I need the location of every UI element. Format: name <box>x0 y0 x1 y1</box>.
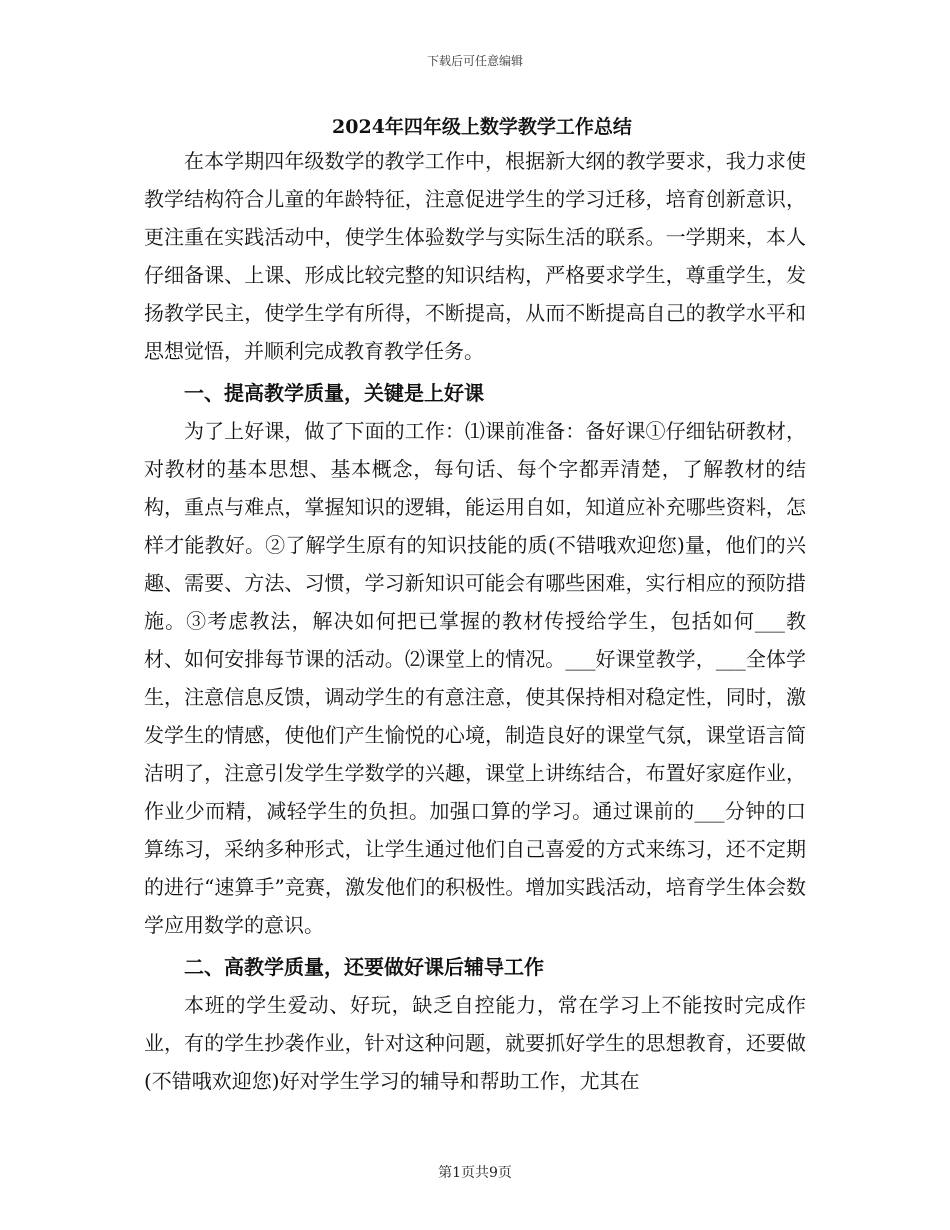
paragraph-intro: 在本学期四年级数学的教学工作中，根据新大纲的教学要求，我力求使教学结构符合儿童的年龄特征，注意促进学生的学习迁移，培育创新意识，更注重在实践活动中，使学生体验数学与实际生活的联系。一学期来，本人仔细备课、上课、形成比较完整的知识结构，严格要求学生，尊重学生，发扬教学民主，使学生学有所得，不断提高，从而不断提高自己的教学水平和思想觉悟，并顺利完成教育教学任务。 <box>144 149 806 363</box>
document-body <box>144 112 806 1100</box>
page-number: 第1页共9页 <box>438 1165 512 1181</box>
section-heading-1: 一、提高教学质量，关键是上好课 <box>184 381 484 405</box>
paragraph-section-2: 本班的学生爱动、好玩，缺乏自控能力，常在学习上不能按时完成作业，有的学生抄袭作业，针对这种问题，就要抓好学生的思想教育，还要做(不错哦欢迎您)好对学生学习的辅导和帮助工作，尤其在 <box>144 993 806 1093</box>
paragraph-section-1: 为了上好课，做了下面的工作：⑴课前准备：备好课①仔细钻研教材，对教材的基本思想、基本概念，每句话、每个字都弄清楚，了解教材的结构，重点与难点，掌握知识的逻辑，能运用自如，知道应补充哪些资料，怎样才能教好。②了解学生原有的知识技能的质(不错哦欢迎您)量，他们的兴趣、需要、方法、习惯，学习新知识可能会有哪些困难，实行相应的预防措施。③考虑教法，解决如何把已掌握的教材传授给学生，包括如何___教材、如何安排每节课的活动。⑵课堂上的情况。___好课堂教学，___全体学生，注意信息反馈，调动学生的有意注意，使其保持相对稳定性，同时，激发学生的情感，使他们产生愉悦的心境，制造良好的课堂气氛，课堂语言简洁明了，注意引发学生学数学的兴趣，课堂上讲练结合，布置好家庭作业，作业少而精，减轻学生的负担。加强口算的学习。通过课前的___分钟的口算练习，采纳多种形式，让学生通过他们自己喜爱的方式来练习，还不定期的进行“速算手”竞赛，激发他们的积极性。增加实践活动，培育学生体会数学应用数学的意识。 <box>144 419 806 937</box>
section-heading-2: 二、高教学质量，还要做好课后辅导工作 <box>184 955 544 979</box>
document-title: 2024年四年级上数学教学工作总结 <box>332 116 632 138</box>
header-note: 下载后可任意编辑 <box>426 54 523 68</box>
